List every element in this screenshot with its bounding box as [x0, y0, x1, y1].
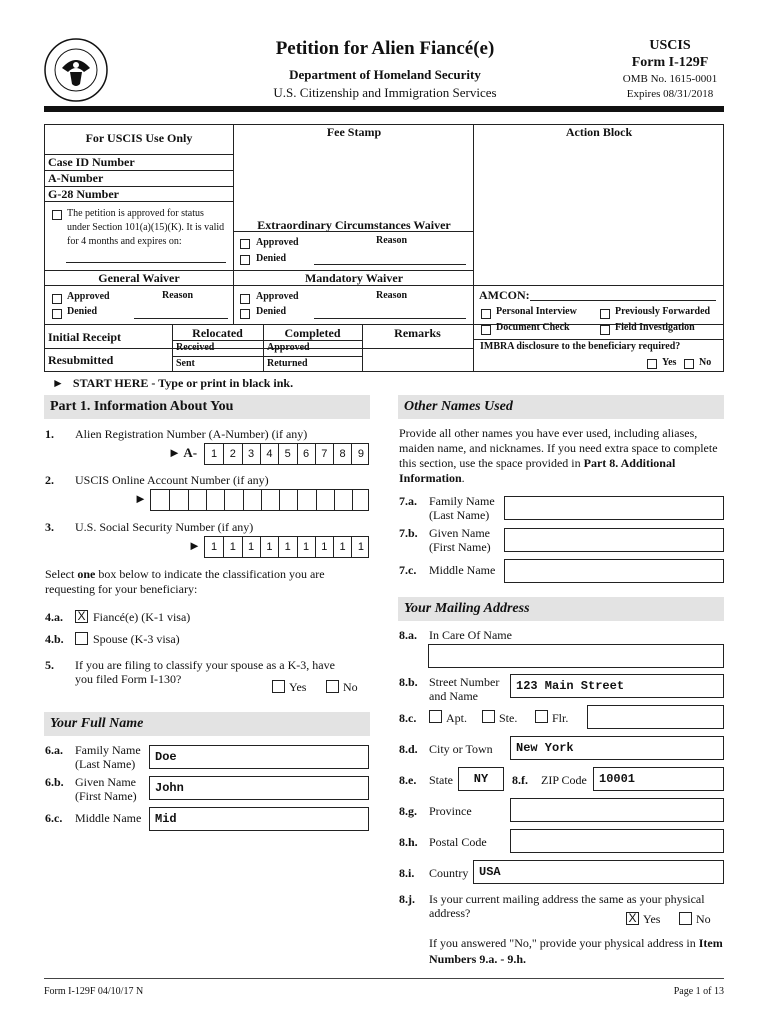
general-waiver-label: General Waiver — [98, 271, 180, 285]
a-number-digit: 8 — [333, 444, 351, 464]
imbra-yes-checkbox[interactable] — [647, 359, 657, 369]
account-number-digit — [316, 490, 334, 510]
fee-stamp-label: Fee Stamp — [326, 125, 382, 139]
flr-checkbox[interactable] — [535, 710, 548, 723]
arrow-icon: ► — [52, 376, 64, 390]
approved-status-checkbox[interactable] — [52, 210, 62, 220]
eo-approved-checkbox[interactable] — [240, 239, 250, 249]
footer-form-id: Form I-129F 04/10/17 N — [44, 986, 144, 997]
ssn-digit: 1 — [278, 537, 296, 557]
a-number-field[interactable] — [204, 443, 369, 465]
ssn-digit: 1 — [297, 537, 315, 557]
uscis-online-account-field[interactable] — [150, 489, 369, 511]
account-number-digit — [279, 490, 297, 510]
a-number-digit: 4 — [260, 444, 278, 464]
family-name-field[interactable]: Doe — [149, 745, 369, 769]
i130-no-checkbox[interactable] — [326, 680, 339, 693]
same-address-yes-checkbox[interactable]: X — [626, 912, 639, 925]
ssn-digit: 1 — [333, 537, 351, 557]
k1-visa-checkbox[interactable]: X — [75, 610, 88, 623]
imbra-question: IMBRA disclosure to the beneficiary required? — [480, 341, 681, 352]
same-address-no-checkbox[interactable] — [679, 912, 692, 925]
amcon-label: AMCON: — [479, 288, 530, 302]
postal-code-field[interactable] — [510, 829, 724, 853]
other-given-name-field[interactable] — [504, 528, 724, 552]
middle-name-field[interactable]: Mid — [149, 807, 369, 831]
city-field[interactable]: New York — [510, 736, 724, 760]
form-number: Form I-129F — [631, 55, 709, 70]
account-number-digit — [352, 490, 370, 510]
gw-approved-checkbox[interactable] — [52, 294, 62, 304]
part1-title: Part 1. Information About You — [44, 395, 370, 419]
zip-code-field[interactable]: 10001 — [593, 767, 724, 791]
ssn-digit: 1 — [260, 537, 278, 557]
ssn-digit: 1 — [223, 537, 241, 557]
account-number-digit — [334, 490, 352, 510]
agency-short: USCIS — [649, 38, 691, 53]
start-here: ► START HERE - Type or print in black ink. — [52, 376, 294, 390]
apt-checkbox[interactable] — [429, 710, 442, 723]
page-number: Page 1 of 13 — [673, 986, 724, 997]
a-number-digit: 5 — [278, 444, 296, 464]
mw-approved-checkbox[interactable] — [240, 294, 250, 304]
field-investigation-checkbox[interactable] — [600, 325, 610, 335]
country-field[interactable]: USA — [473, 860, 724, 884]
header-rule — [44, 106, 724, 112]
mw-denied-checkbox[interactable] — [240, 309, 250, 319]
a-number-label: A-Number — [48, 171, 104, 185]
i130-yes-checkbox[interactable] — [272, 680, 285, 693]
omb-number: OMB No. 1615-0001 — [622, 73, 718, 85]
dhs-seal — [44, 38, 108, 102]
account-number-digit — [261, 490, 279, 510]
a-number-digit: 7 — [315, 444, 333, 464]
street-field[interactable]: 123 Main Street — [510, 674, 724, 698]
g28-label: G-28 Number — [48, 187, 119, 201]
document-check-checkbox[interactable] — [481, 325, 491, 335]
a-number-digit: 6 — [297, 444, 315, 464]
ssn-field[interactable] — [204, 536, 369, 558]
account-number-digit — [151, 490, 169, 510]
account-number-digit — [297, 490, 315, 510]
case-id-label: Case ID Number — [48, 155, 135, 169]
account-number-digit — [188, 490, 206, 510]
full-name-title: Your Full Name — [44, 712, 370, 736]
a-number-digit: 9 — [351, 444, 369, 464]
expiration-date: Expires 08/31/2018 — [626, 88, 714, 100]
a-number-digit: 1 — [210, 448, 218, 460]
physical-address-note: If you answered "No," provide your physical address in Item Numbers 9.a. - 9.h. — [429, 936, 723, 966]
eo-denied-checkbox[interactable] — [240, 255, 250, 265]
k3-visa-checkbox[interactable] — [75, 632, 88, 645]
other-middle-name-field[interactable] — [504, 559, 724, 583]
given-name-field[interactable]: John — [149, 776, 369, 800]
imbra-no-checkbox[interactable] — [684, 359, 694, 369]
ssn-digit: 1 — [315, 537, 333, 557]
other-family-name-field[interactable] — [504, 496, 724, 520]
approved-status-text: The petition is approved for status under Section 101(a)(15)(K). It is valid for 4 months and expires on: — [67, 208, 225, 247]
state-field[interactable]: NY — [458, 767, 504, 791]
extraordinary-waiver-label: Extraordinary Circumstances Waiver — [257, 218, 451, 232]
unit-number-field[interactable] — [587, 705, 724, 729]
action-block-label: Action Block — [565, 125, 633, 139]
in-care-of-field[interactable] — [428, 644, 724, 668]
other-names-intro: Provide all other names you have ever used, including aliases, maiden name, and nicknames. If you need extra space to complete this section, use the space provided in Part 8. Additional Information. — [399, 426, 718, 485]
personal-interview-checkbox[interactable] — [481, 309, 491, 319]
mandatory-waiver-label: Mandatory Waiver — [304, 271, 404, 285]
account-number-digit — [169, 490, 187, 510]
account-number-digit — [224, 490, 242, 510]
gw-denied-checkbox[interactable] — [52, 309, 62, 319]
account-number-digit — [243, 490, 261, 510]
classification-instructions: Select one box below to indicate the classification you are requesting for your beneficiary: — [45, 567, 325, 596]
uscis-use-only: For USCIS Use Only — [85, 131, 193, 145]
agency-name: U.S. Citizenship and Immigration Services — [273, 85, 497, 100]
form-title: Petition for Alien Fiancé(e) — [275, 38, 495, 59]
ste-checkbox[interactable] — [482, 710, 495, 723]
ssn-digit: 1 — [242, 537, 260, 557]
a-number-digit: 3 — [242, 444, 260, 464]
province-field[interactable] — [510, 798, 724, 822]
ssn-digit: 1 — [210, 541, 218, 553]
department-name: Department of Homeland Security — [289, 67, 481, 82]
other-names-title: Other Names Used — [398, 395, 724, 419]
a-number-digit: 2 — [223, 444, 241, 464]
ssn-digit: 1 — [351, 537, 369, 557]
previously-forwarded-checkbox[interactable] — [600, 309, 610, 319]
account-number-digit — [206, 490, 224, 510]
mailing-address-title: Your Mailing Address — [398, 597, 724, 621]
